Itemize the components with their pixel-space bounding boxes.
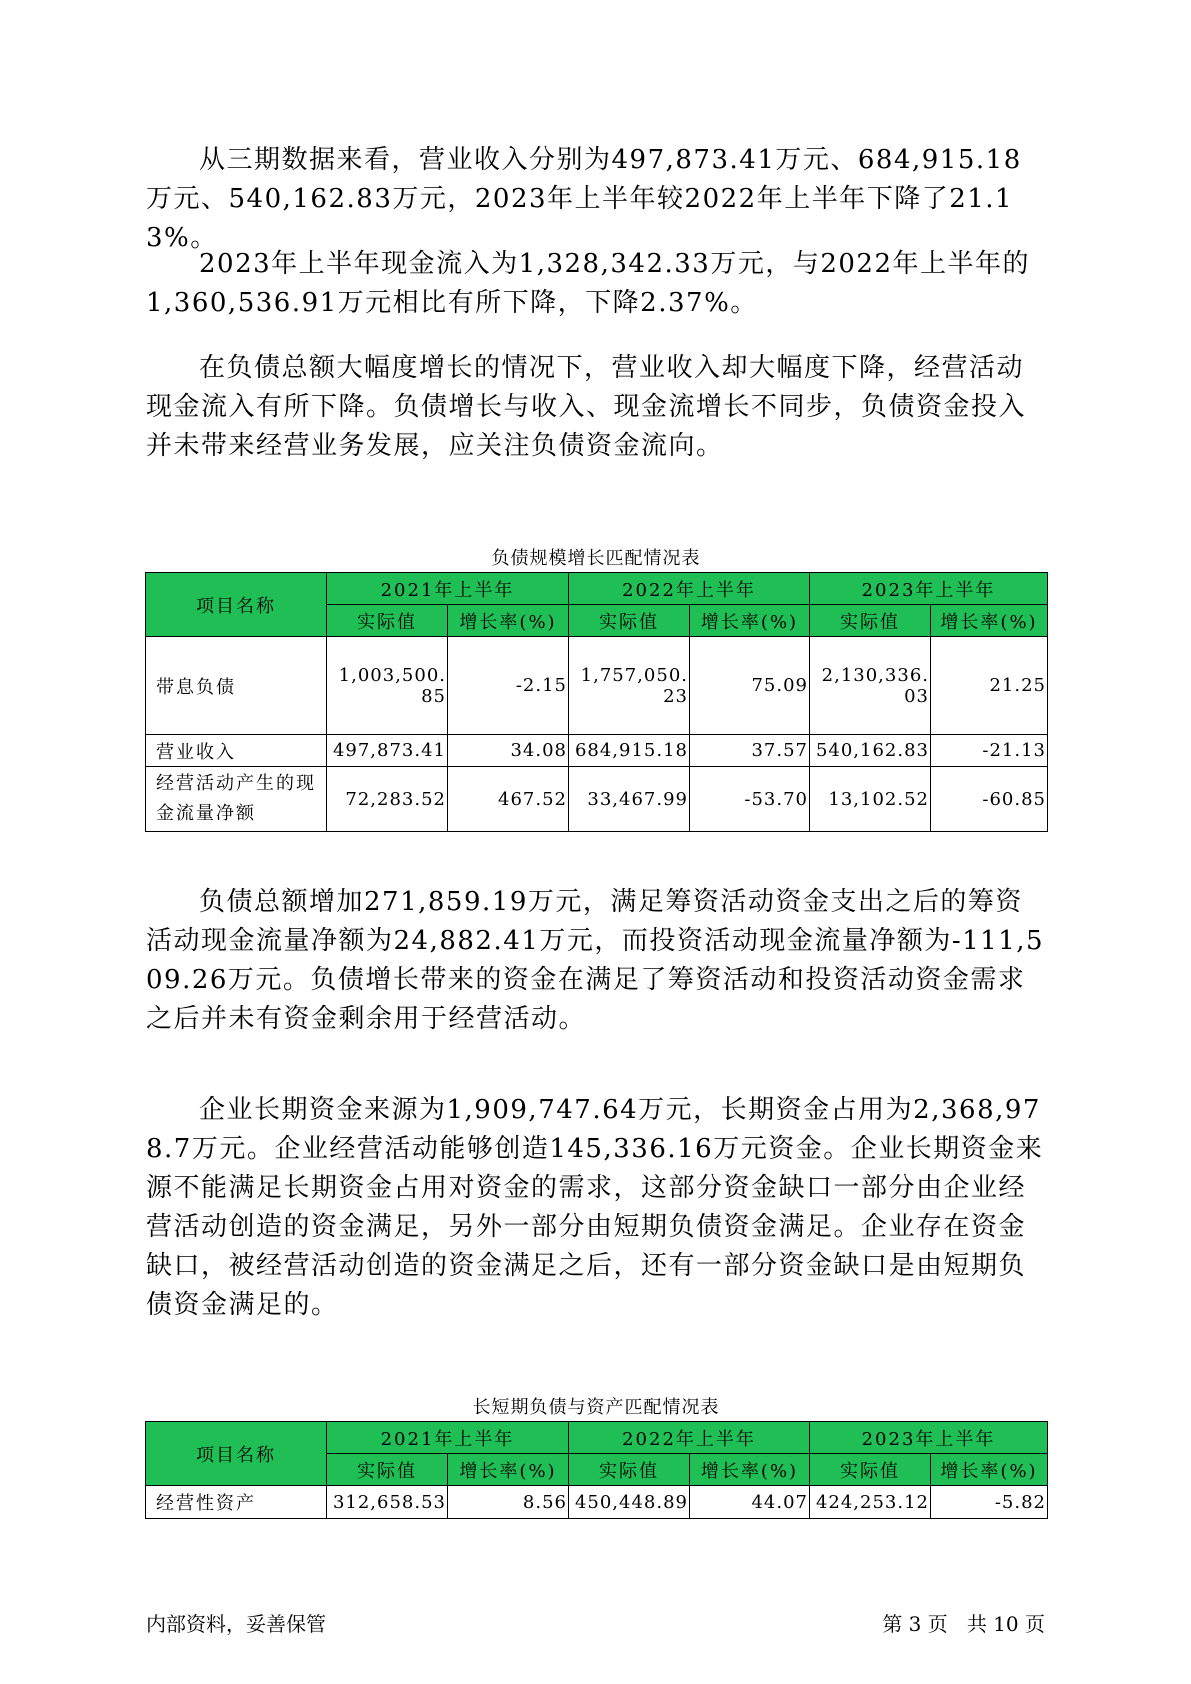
header-period-2022: 2022年上半年 <box>569 1422 810 1454</box>
row-name: 带息负债 <box>146 637 327 735</box>
cell-value: 8.56 <box>448 1486 569 1519</box>
footer-confidential-note: 内部资料，妥善保管 <box>146 1612 326 1636</box>
cell-value: -53.70 <box>690 767 810 832</box>
cell-value: 37.57 <box>690 735 810 767</box>
cell-value: -60.85 <box>931 767 1048 832</box>
header-growth: 增长率(%) <box>448 605 569 637</box>
debt-asset-matching-table <box>145 1421 1048 1519</box>
header-item-name: 项目名称 <box>146 573 327 637</box>
cell-value: 34.08 <box>448 735 569 767</box>
cell-value: 540,162.83 <box>810 735 931 767</box>
header-actual: 实际值 <box>327 605 448 637</box>
cell-value: 684,915.18 <box>569 735 690 767</box>
cell-value: -21.13 <box>931 735 1048 767</box>
cell-value: 72,283.52 <box>327 767 448 832</box>
cell-value: 44.07 <box>690 1486 810 1519</box>
header-period-2023: 2023年上半年 <box>810 1422 1048 1454</box>
header-growth: 增长率(%) <box>931 605 1048 637</box>
header-period-2022: 2022年上半年 <box>569 573 810 605</box>
header-growth: 增长率(%) <box>690 605 810 637</box>
table2-caption: 长短期负债与资产匹配情况表 <box>472 1397 720 1418</box>
paragraph-debt-analysis: 在负债总额大幅度增长的情况下，营业收入却大幅度下降，经营活动现金流入有所下降。负债增长与收入、现金流增长不同步，负债资金投入并未带来经营业务发展，应关注负债资金流向。 <box>146 353 1027 461</box>
paragraph-revenue: 从三期数据来看，营业收入分别为497,873.41万元、684,915.18万元、540,162.83万元，2023年上半年较2022年上半年下降了21.13%。 <box>146 145 1022 253</box>
table-row <box>146 735 1048 767</box>
header-actual: 实际值 <box>569 605 690 637</box>
table1-caption: 负债规模增长匹配情况表 <box>491 548 701 569</box>
cell-value: 13,102.52 <box>810 767 931 832</box>
cell-value: 75.09 <box>690 637 810 735</box>
cell-value: 312,658.53 <box>327 1486 448 1519</box>
header-period-2023: 2023年上半年 <box>810 573 1048 605</box>
cell-value: 2,130,336.03 <box>810 637 931 735</box>
cell-value: 33,467.99 <box>569 767 690 832</box>
header-actual: 实际值 <box>327 1454 448 1486</box>
table-row <box>146 637 1048 735</box>
header-growth: 增长率(%) <box>931 1454 1048 1486</box>
cell-value: 497,873.41 <box>327 735 448 767</box>
table-row <box>146 767 1048 832</box>
header-growth: 增长率(%) <box>448 1454 569 1486</box>
header-actual: 实际值 <box>810 1454 931 1486</box>
row-name: 经营性资产 <box>146 1486 327 1519</box>
header-actual: 实际值 <box>810 605 931 637</box>
paragraph-long-term-funds: 企业长期资金来源为1,909,747.64万元，长期资金占用为2,368,978.7万元。企业经营活动能够创造145,336.16万元资金。企业长期资金来源不能满足长期资金占用对资金的需求，这部分资金缺口一部分由企业经营活动创造的资金满足，另外一部分由短期负债资金满足。企业存在资金缺口，被经营活动创造的资金满足之后，还有一部分资金缺口是由短期负债资金满足的。 <box>146 1095 1044 1320</box>
header-period-2021: 2021年上半年 <box>327 1422 569 1454</box>
cell-value: 21.25 <box>931 637 1048 735</box>
header-item-name: 项目名称 <box>146 1422 327 1486</box>
row-name: 经营活动产生的现金流量净额 <box>146 767 327 832</box>
cell-value: -5.82 <box>931 1486 1048 1519</box>
cell-value: 450,448.89 <box>569 1486 690 1519</box>
paragraph-financing-investing: 负债总额增加271,859.19万元，满足筹资活动资金支出之后的筹资活动现金流量净额为24,882.41万元，而投资活动现金流量净额为-111,509.26万元。负债增长带来的资金在满足了筹资活动和投资活动资金需求之后并未有资金剩余用于经营活动。 <box>146 887 1045 1034</box>
paragraph-cash-inflow: 2023年上半年现金流入为1,328,342.33万元，与2022年上半年的1,360,536.91万元相比有所下降，下降2.37%。 <box>146 249 1031 318</box>
header-actual: 实际值 <box>569 1454 690 1486</box>
footer-page-number: 第 3 页 共 10 页 <box>882 1612 1045 1636</box>
cell-value: 467.52 <box>448 767 569 832</box>
cell-value: -2.15 <box>448 637 569 735</box>
cell-value: 424,253.12 <box>810 1486 931 1519</box>
cell-value: 1,757,050.23 <box>569 637 690 735</box>
header-growth: 增长率(%) <box>690 1454 810 1486</box>
header-period-2021: 2021年上半年 <box>327 573 569 605</box>
row-name: 营业收入 <box>146 735 327 767</box>
cell-value: 1,003,500.85 <box>327 637 448 735</box>
debt-growth-table <box>145 572 1048 832</box>
table-row <box>146 1486 1048 1519</box>
